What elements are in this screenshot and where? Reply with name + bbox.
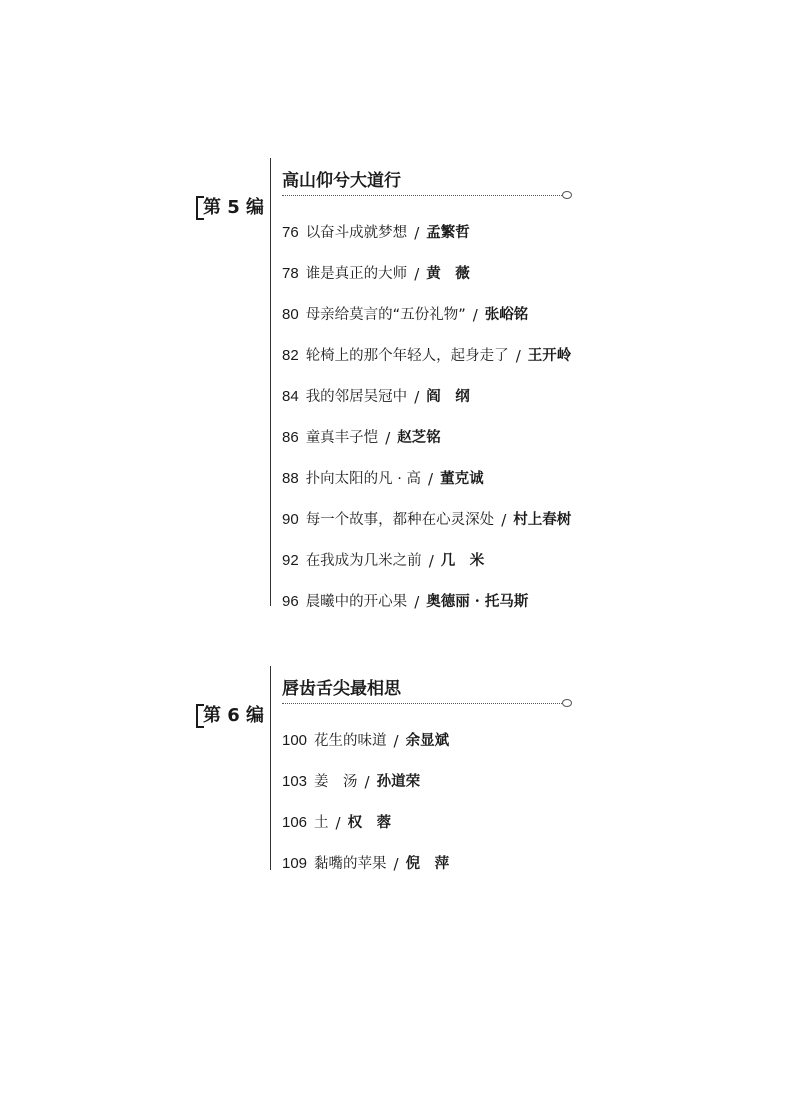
toc-entry[interactable] (282, 802, 449, 843)
entry-separator: / (428, 551, 434, 570)
entry-page-number: 88 (282, 469, 299, 487)
entry-title: 谁是真正的大师 (305, 265, 408, 282)
dotted-underline-end-ornament (562, 699, 572, 707)
entry-title: 我的邻居吴冠中 (305, 388, 408, 405)
entry-author: 董克诚 (440, 469, 484, 487)
entry-separator: / (414, 387, 420, 406)
toc-entry[interactable] (282, 581, 571, 622)
entry-title: 花生的味道 (314, 732, 387, 749)
section-title: 唇齿舌尖最相思 (282, 679, 401, 699)
entry-separator: / (428, 469, 434, 488)
entry-separator: / (414, 264, 420, 283)
entry-title: 童真丰子恺 (305, 429, 379, 446)
entry-author: 张峪铭 (484, 305, 529, 323)
section-badge-label: 第 5 编 (203, 197, 265, 218)
entry-title: 以奋斗成就梦想 (305, 224, 408, 241)
entry-separator: / (393, 731, 399, 750)
entry-page-number: 86 (282, 428, 299, 446)
toc-entry[interactable] (282, 843, 449, 884)
entry-title: 黏嘴的苹果 (314, 855, 387, 872)
toc-section-6 (0, 666, 790, 873)
entry-page-number: 90 (282, 510, 299, 528)
entry-list (282, 720, 449, 884)
entry-separator: / (414, 223, 420, 242)
section-divider-line (270, 158, 271, 606)
entry-author: 黄 薇 (426, 264, 470, 282)
entry-title: 轮椅上的那个年轻人，起身走了 (305, 347, 509, 364)
entry-title: 土 (314, 814, 329, 831)
toc-entry[interactable] (282, 458, 571, 499)
entry-author: 余显斌 (405, 731, 450, 749)
toc-entry[interactable] (282, 212, 571, 253)
toc-entry[interactable] (282, 335, 571, 376)
entry-separator: / (385, 428, 391, 447)
entry-separator: / (364, 772, 370, 791)
dotted-underline-end-ornament (562, 191, 572, 199)
entry-title: 姜 汤 (314, 773, 358, 790)
entry-page-number: 82 (282, 346, 299, 364)
toc-entry[interactable] (282, 376, 571, 417)
entry-author: 奥德丽 · 托马斯 (426, 592, 529, 610)
entry-separator: / (414, 592, 420, 611)
title-dotted-underline (282, 195, 564, 196)
entry-author: 王开岭 (527, 346, 572, 364)
entry-author: 几 米 (440, 551, 485, 569)
entry-page-number: 103 (282, 772, 308, 790)
entry-page-number: 100 (282, 731, 308, 749)
entry-author: 权 蓉 (347, 813, 392, 831)
section-badge-label: 第 6 编 (203, 705, 265, 726)
entry-page-number: 96 (282, 592, 299, 610)
toc-entry[interactable] (282, 540, 571, 581)
toc-entry[interactable] (282, 761, 449, 802)
entry-author: 村上春树 (513, 510, 572, 528)
section-title: 高山仰兮大道行 (282, 171, 401, 191)
entry-author: 孙道荣 (376, 772, 421, 790)
entry-page-number: 92 (282, 551, 299, 569)
entry-author: 阎 纲 (426, 387, 470, 405)
section-divider-line (270, 666, 271, 870)
entry-separator: / (515, 346, 521, 365)
entry-page-number: 78 (282, 264, 299, 282)
entry-title: 每一个故事，都种在心灵深处 (305, 511, 495, 528)
entry-author: 倪 萍 (405, 854, 450, 872)
entry-author: 孟繁哲 (426, 223, 470, 241)
toc-entry[interactable] (282, 720, 449, 761)
toc-entry[interactable] (282, 417, 571, 458)
section-badge (196, 196, 265, 220)
toc-section-5 (0, 158, 790, 611)
entry-separator: / (335, 813, 341, 832)
section-badge (196, 704, 265, 728)
entry-page-number: 84 (282, 387, 299, 405)
toc-entry[interactable] (282, 294, 571, 335)
entry-title: 在我成为几米之前 (305, 552, 422, 569)
entry-author: 赵芝铭 (397, 428, 441, 446)
entry-list (282, 212, 571, 622)
entry-page-number: 76 (282, 223, 299, 241)
entry-page-number: 109 (282, 854, 308, 872)
entry-separator: / (393, 854, 399, 873)
toc-entry[interactable] (282, 499, 571, 540)
entry-page-number: 106 (282, 813, 308, 831)
entry-title: 扑向太阳的凡 · 高 (305, 470, 422, 487)
entry-separator: / (472, 305, 478, 324)
entry-title: 晨曦中的开心果 (305, 593, 408, 610)
title-dotted-underline (282, 703, 564, 704)
toc-entry[interactable] (282, 253, 571, 294)
entry-page-number: 80 (282, 305, 299, 323)
entry-separator: / (501, 510, 507, 529)
entry-title: 母亲给莫言的“五份礼物” (305, 306, 466, 323)
